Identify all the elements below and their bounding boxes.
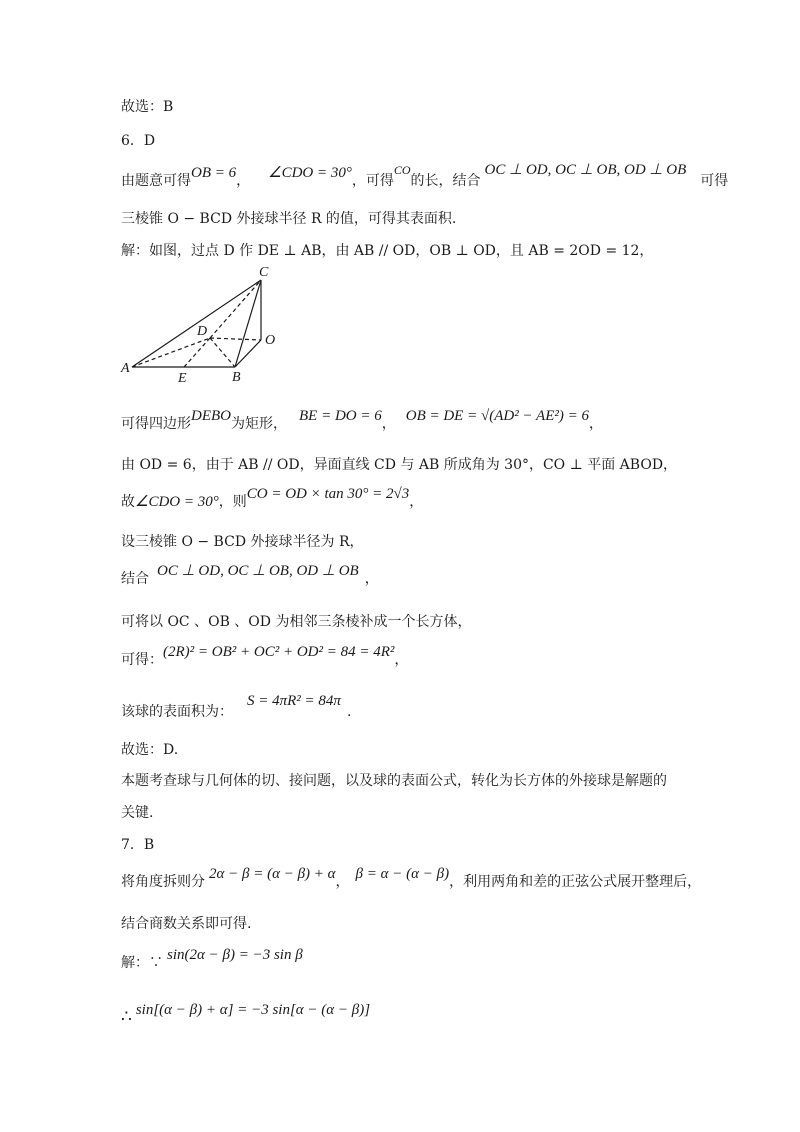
comment-line-1 [121,772,667,790]
text: ， [409,494,424,510]
text: ， [394,652,409,668]
text: ， [364,571,379,587]
text: 设三棱锥 O − BCD 外接球半径为 R， [121,534,364,550]
analysis-line [121,162,729,190]
therefore-symbol: ∴ [121,1007,132,1027]
solution-line-5 [121,533,363,551]
text: 关键. [121,805,154,821]
text: 本题考查球与几何体的切、接问题，以及球的表面公式，转化为长方体的外接球是解题的 [121,773,667,789]
text: 将角度拆则分 [121,874,205,890]
geometry-figure [118,262,288,387]
text: 三棱锥 O − BCD 外接球半径 R 的值，可得其表面积. [121,211,457,227]
formula: (2R)² = OB² + OC² + OD² = 84 = 4R² [163,644,395,660]
text: 结合 [121,571,149,587]
problem-number: 7．B [121,837,155,853]
text: 故 [121,494,135,510]
text: 可将以 OC 、OB 、OD 为相邻三条棱补成一个长方体， [121,614,472,630]
text: 故选：D. [121,742,179,758]
formula: DEBO [191,408,231,424]
text: 由题意可得 [121,173,191,189]
solution7-line-2 [121,1002,371,1027]
formula: OC ⊥ OD, OC ⊥ OB, OD ⊥ OB [484,162,687,178]
text: ， [335,874,350,890]
label-O: O [265,333,276,348]
text: 解：如图，过点 D 作 DE ⊥ AB，由 AB // OD，OB ⊥ OD，且 AB = 2OD = 12， [121,243,654,259]
solution-line-8 [121,644,409,669]
problem-6-heading [121,132,155,150]
solution-line-1 [121,242,653,260]
text: 为矩形， [231,416,287,432]
solution-line-2 [121,408,603,433]
text: 可得 [700,173,729,189]
text: 可得四边形 [121,416,191,432]
formula: S = 4πR² = 84π [247,693,341,709]
formula: OC ⊥ OD, OC ⊥ OB, OD ⊥ OB [157,563,359,579]
label-D: D [197,324,208,339]
text: 该球的表面积为： [121,704,233,720]
text: ， [381,416,396,432]
text: ， [588,416,603,432]
formula: 2α − β = (α − β) + α [209,866,336,882]
formula: β = α − (α − β) [355,866,450,882]
analysis-line-2 [121,210,456,228]
formula: OB = 6 [191,165,237,181]
text: . [346,704,352,720]
problem-number: 6．D [121,133,156,149]
label-C: C [259,265,269,280]
formula: BE = DO = 6 [299,408,382,424]
text: 的长，结合 [410,173,481,189]
solution-line-6 [121,563,379,588]
formula: OB = DE = √(AD² − AE²) = 6 [405,408,589,424]
label-B: B [232,370,241,385]
text: ， [236,173,251,189]
formula: CO [393,163,411,177]
label-A: A [121,361,130,376]
formula: sin(2α − β) = −3 sin β [167,947,303,963]
label-E: E [178,371,187,386]
text: 由 OD = 6，由于 AB // OD，异面直线 CD 与 AB 所成角为 30°，CO ⊥ 平面 ABOD， [121,457,678,473]
analysis7-line-1 [121,866,702,891]
comment-line-2 [121,804,153,822]
formula: sin[(α − β) + α] = −3 sin[α − (α − β)] [135,1002,371,1018]
formula: ∠CDO = 30° [268,165,352,181]
solution7-line-1 [121,947,303,972]
text: ，则 [218,494,247,510]
text: 结合商数关系即可得. [121,916,252,932]
solution-line-3 [121,456,677,474]
text: ，可得 [351,173,394,189]
problem-7-heading [121,836,154,854]
solution-line-4 [121,486,424,511]
text: 解：∵ [121,955,163,971]
answer-line-6 [121,741,178,759]
answer-line-5 [121,98,173,116]
formula: ∠CDO = 30° [135,494,219,510]
formula: CO = OD × tan 30° = 2√3 [246,486,410,502]
answer-text: 故选：B [121,99,174,115]
analysis7-line-2 [121,915,251,933]
text: 可得： [121,652,163,668]
text: ，利用两角和差的正弦公式展开整理后， [449,874,702,890]
solution-line-9 [121,693,352,721]
solution-line-7 [121,613,471,631]
